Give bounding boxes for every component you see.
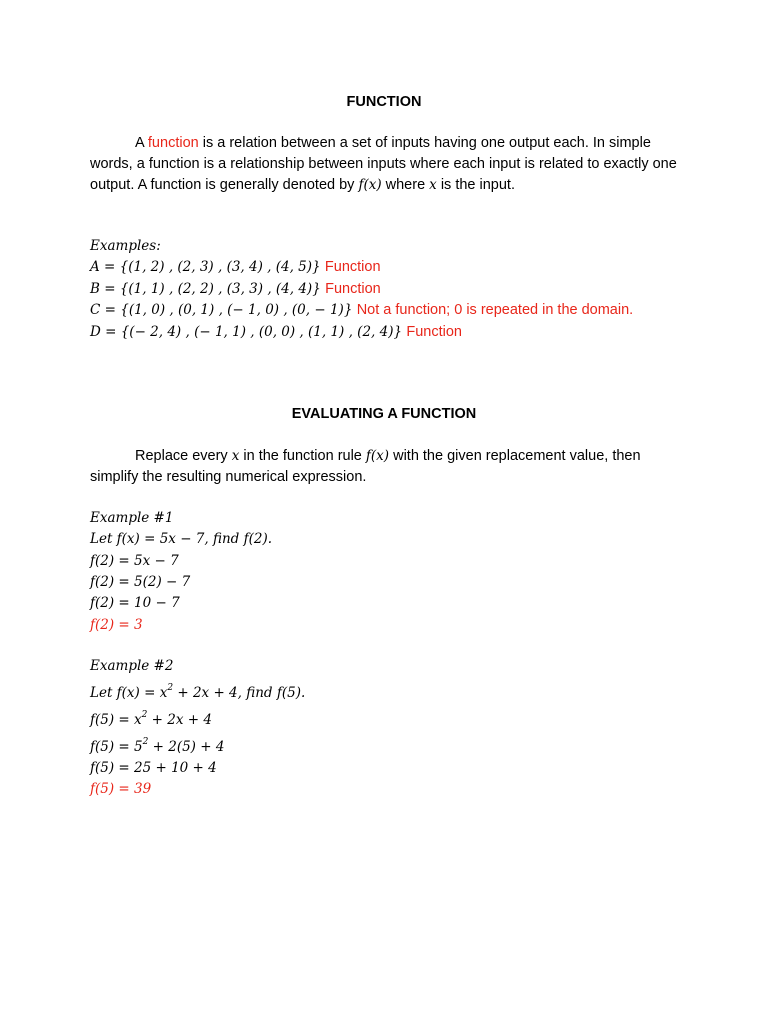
fx-notation: f(x) bbox=[365, 448, 390, 464]
example-note: Not a function; 0 is repeated in the domain. bbox=[356, 302, 634, 318]
example2-answer: f(5) = 39 bbox=[90, 781, 152, 797]
section-title-evaluating: EVALUATING A FUNCTION bbox=[291, 406, 477, 422]
example2-step: f(5) = 25 + 10 + 4 bbox=[90, 760, 217, 776]
example1-step: f(2) = 10 − 7 bbox=[90, 595, 180, 611]
fx-notation: f(x) bbox=[358, 177, 382, 193]
example-set-c bbox=[90, 300, 633, 321]
expr-part: + 2x + 4 bbox=[147, 712, 212, 728]
function-keyword: function bbox=[147, 135, 199, 151]
function-definition-paragraph bbox=[90, 133, 690, 196]
example2-label: Example #2 bbox=[90, 658, 174, 674]
example-expression: C = {(1, 0) , (0, 1) , (− 1, 0) , (0, − 1)} bbox=[90, 302, 353, 318]
example2-step bbox=[90, 737, 224, 758]
example-note: Function bbox=[324, 259, 381, 275]
example-set-d bbox=[90, 322, 462, 343]
expr-part: f(5) = x bbox=[90, 712, 142, 728]
x-variable: x bbox=[429, 177, 437, 193]
section-title-function: FUNCTION bbox=[346, 94, 422, 110]
example-note: Function bbox=[406, 324, 462, 340]
intro-text-3: is the input. bbox=[440, 177, 515, 193]
expr-part: f(5) = 5 bbox=[90, 739, 143, 755]
eval-text-2: in the function rule bbox=[243, 448, 362, 464]
intro-lead: A bbox=[135, 135, 144, 151]
example2-step bbox=[90, 710, 212, 731]
example-note: Function bbox=[325, 281, 381, 297]
example1-step: f(2) = 5x − 7 bbox=[90, 553, 179, 569]
x-variable: x bbox=[231, 448, 240, 464]
example2-let bbox=[90, 683, 305, 704]
exponent: 2 bbox=[167, 683, 174, 693]
expr-part: + 2x + 4, find f(5). bbox=[173, 685, 306, 701]
example-set-a bbox=[90, 257, 381, 278]
eval-text-1: Replace every bbox=[135, 448, 228, 464]
expr-part: + 2(5) + 4 bbox=[148, 739, 225, 755]
eval-text-3: with the given replacement value, then simplify the resulting numerical expression. bbox=[90, 448, 641, 485]
example-expression: A = {(1, 2) , (2, 3) , (3, 4) , (4, 5)} bbox=[90, 259, 321, 275]
exponent: 2 bbox=[141, 710, 148, 720]
examples-label: Examples: bbox=[90, 238, 161, 254]
intro-text-1: is a relation between a set of inputs having one output each. In simple words, a function is a relationship between inputs where each input is related to exactly one output. A function is generally denoted by bbox=[90, 135, 677, 193]
exponent: 2 bbox=[142, 737, 149, 747]
expr-part: Let f(x) = x bbox=[90, 685, 168, 701]
example1-let: Let f(x) = 5x − 7, find f(2). bbox=[90, 531, 273, 547]
example-set-b bbox=[90, 279, 381, 300]
example1-step: f(2) = 5(2) − 7 bbox=[90, 574, 191, 590]
example1-answer: f(2) = 3 bbox=[90, 617, 143, 633]
intro-text-2: where bbox=[385, 177, 426, 193]
evaluating-paragraph bbox=[90, 446, 690, 488]
example1-label: Example #1 bbox=[90, 510, 174, 526]
example-expression: B = {(1, 1) , (2, 2) , (3, 3) , (4, 4)} bbox=[90, 281, 321, 297]
example-expression: D = {(− 2, 4) , (− 1, 1) , (0, 0) , (1, 1) , (2, 4)} bbox=[90, 324, 403, 340]
